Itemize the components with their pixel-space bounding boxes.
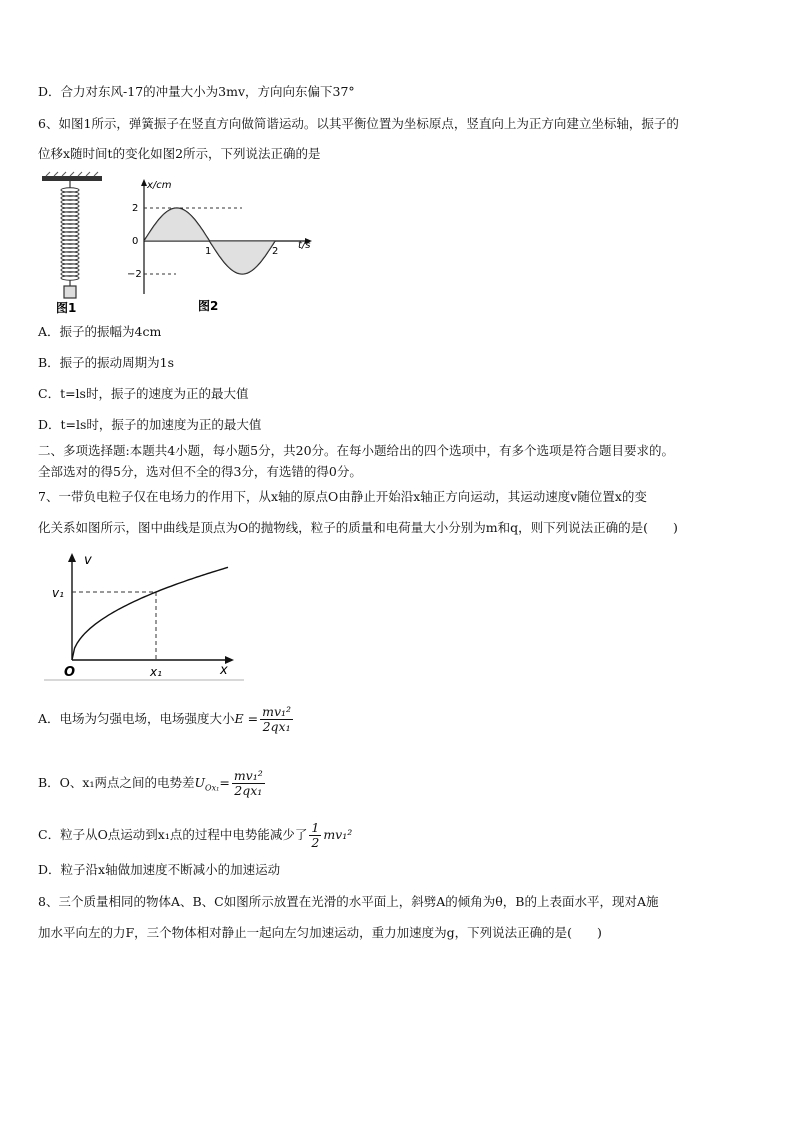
q6-option-c: C．t=ls时，振子的速度为正的最大值 bbox=[38, 386, 249, 401]
x-axis-label: x bbox=[220, 663, 228, 678]
q5-option-d: D．合力对东风-17的冲量大小为3mv，方向向东偏下37° bbox=[38, 84, 355, 99]
y-axis-label: x/cm bbox=[147, 180, 172, 191]
section2-line1: 二、多项选择题:本题共4小题，每小题5分，共20分。在每小题给出的四个选项中，有多个选项是符合题目要求的。 bbox=[38, 443, 675, 458]
q7-option-d: D．粒子沿x轴做加速度不断减小的加速运动 bbox=[38, 862, 281, 877]
fig1-label: 图1 bbox=[56, 301, 77, 315]
q7-option-c-text: C．粒子从O点运动到x₁点的过程中电势能减少了 bbox=[38, 827, 308, 842]
q8-stem-line1: 8、三个质量相同的物体A、B、C如图所示放置在光滑的水平面上，斜劈A的倾角为θ，B的上表面水平，现对A施 bbox=[38, 894, 659, 909]
oscillator-block bbox=[64, 286, 76, 298]
x-tick-1: 1 bbox=[205, 246, 212, 257]
q7-option-b-subscript: Ox₁ bbox=[205, 783, 220, 793]
q7-option-b-text: B．O、x₁两点之间的电势差 bbox=[38, 775, 195, 790]
displacement-time-graph bbox=[127, 176, 320, 316]
ceiling-mount bbox=[42, 176, 102, 181]
spring-oscillator-figure bbox=[40, 172, 110, 317]
y-tick-0: 0 bbox=[132, 236, 139, 247]
q7-option-a-fraction bbox=[260, 705, 293, 734]
q6-stem-line1: 6、如图1所示，弹簧振子在竖直方向做简谐运动。以其平衡位置为坐标原点，竖直向上为正方向建立坐标轴，振子的 bbox=[38, 116, 679, 131]
q7-option-c-tail: mv₁² bbox=[323, 827, 353, 842]
ceiling-hatch bbox=[46, 172, 98, 176]
q7-stem-line2: 化关系如图所示，图中曲线是顶点为O的抛物线，粒子的质量和电荷量大小分别为m和q，则下列说法正确的是( ) bbox=[38, 520, 678, 535]
q7-option-b-numerator: mv₁² bbox=[233, 768, 263, 783]
q7-option-a-denominator: 2qx₁ bbox=[262, 719, 291, 734]
x1-label: x₁ bbox=[150, 665, 162, 679]
q7-option-a-numerator: mv₁² bbox=[262, 704, 292, 719]
spring-coil bbox=[61, 188, 79, 280]
q7-option-b-denominator: 2qx₁ bbox=[234, 783, 263, 798]
y-tick-neg2: −2 bbox=[127, 269, 142, 280]
q6-option-d: D．t=ls时，振子的加速度为正的最大值 bbox=[38, 417, 262, 432]
parabola-curve bbox=[72, 567, 228, 660]
x-axis-label: t/s bbox=[298, 240, 311, 251]
q6-option-a: A．振子的振幅为4cm bbox=[38, 324, 162, 339]
q7-option-a bbox=[38, 704, 295, 734]
q7-option-c-numerator: 1 bbox=[311, 820, 320, 835]
q7-option-b-lhs: U bbox=[194, 775, 206, 790]
q8-stem-line2: 加水平向左的力F，三个物体相对静止一起向左匀加速运动，重力加速度为g，下列说法正确的是( ) bbox=[38, 925, 602, 940]
q7-option-b-fraction bbox=[232, 769, 265, 798]
q7-option-b bbox=[38, 768, 267, 804]
q7-option-c-denominator: 2 bbox=[311, 835, 320, 850]
q7-stem-line1: 7、一带负电粒子仅在电场力的作用下，从x轴的原点O由静止开始沿x轴正方向运动，其运动速度v随位置x的变 bbox=[38, 489, 647, 504]
q7-option-a-text: A．电场为匀强电场，电场强度大小 bbox=[38, 711, 235, 726]
fig2-label: 图2 bbox=[198, 299, 219, 313]
x-tick-2: 2 bbox=[272, 246, 279, 257]
curve-shading bbox=[144, 208, 275, 274]
v-axis-label: v bbox=[84, 553, 92, 568]
section2-line2: 全部选对的得5分，选对但不全的得3分，有选错的得0分。 bbox=[38, 464, 362, 479]
origin-label: O bbox=[64, 665, 76, 680]
velocity-position-graph bbox=[44, 550, 244, 682]
q6-stem-line2: 位移x随时间t的变化如图2所示，下列说法正确的是 bbox=[38, 146, 321, 161]
q6-option-b: B．振子的振动周期为1s bbox=[38, 355, 175, 370]
q7-option-c-fraction bbox=[309, 821, 321, 850]
q7-option-c bbox=[38, 820, 352, 850]
y-tick-2: 2 bbox=[132, 203, 139, 214]
q7-option-b-equals: = bbox=[219, 775, 230, 790]
q7-option-a-lhs: E = bbox=[234, 711, 259, 726]
v1-label: v₁ bbox=[52, 586, 64, 600]
